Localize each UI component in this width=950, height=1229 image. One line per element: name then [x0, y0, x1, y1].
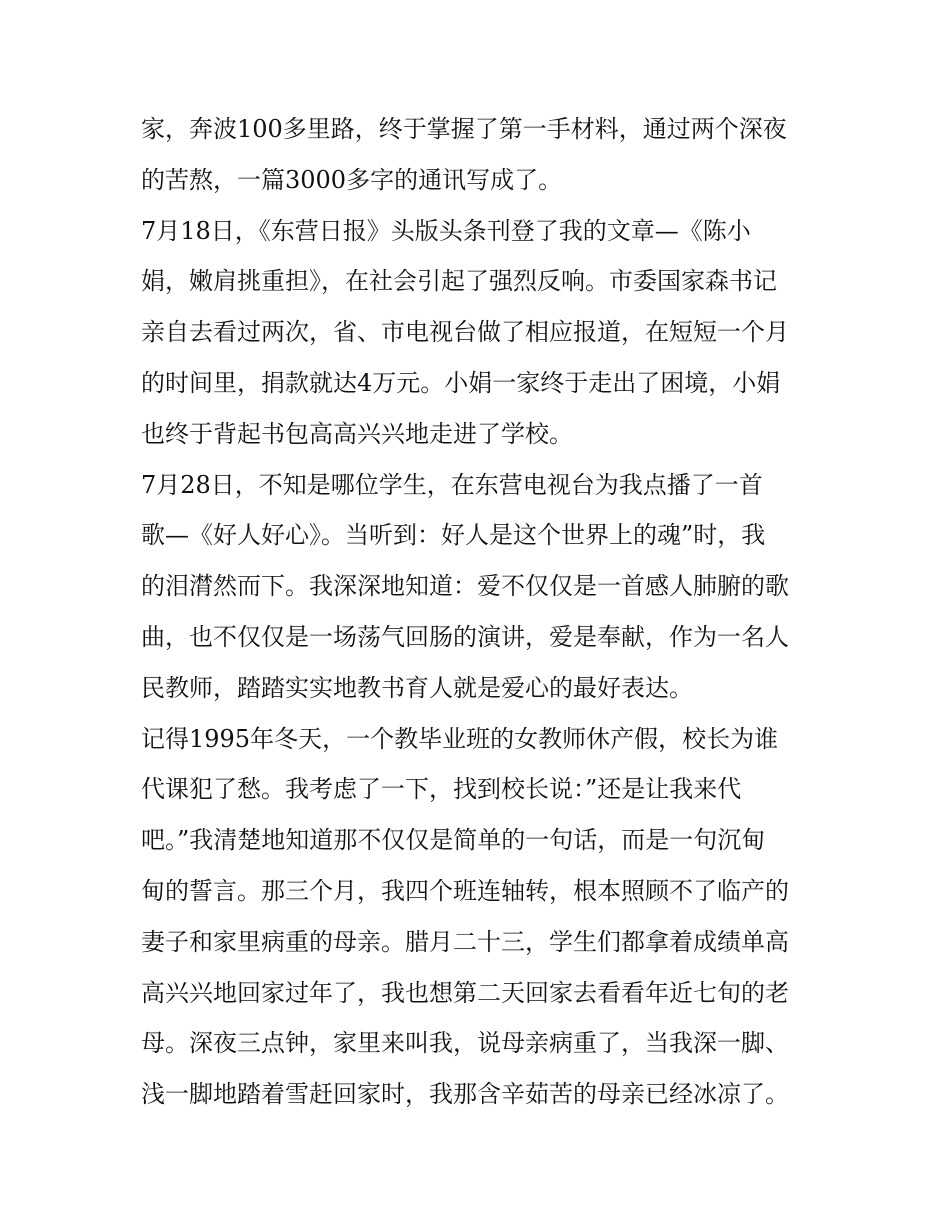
text-line: 母。深夜三点钟，家里来叫我，说母亲病重了，当我深一脚、 — [141, 1029, 789, 1058]
text-line: 7月28日，不知是哪位学生，在东营电视台为我点播了一首 — [141, 470, 763, 499]
body-text — [141, 104, 831, 1120]
text-line: 7月18日，《东营日报》头版头条刊登了我的文章—《陈小 — [141, 216, 751, 245]
text-line: 的时间里，捐款就达4万元。小娟一家终于走出了困境，小娟 — [141, 368, 781, 397]
text-line: 曲，也不仅仅是一场荡气回肠的演讲，爱是奉献，作为一名人 — [141, 622, 789, 651]
text-line: 记得1995年冬天，一个教毕业班的女教师休产假，校长为谁 — [141, 724, 779, 753]
text-line: 家，奔波100多里路，终于掌握了第一手材料，通过两个深夜 — [141, 115, 787, 143]
text-line: 也终于背起书包高高兴兴地走进了学校。 — [141, 419, 573, 448]
text-line: 妻子和家里病重的母亲。腊月二十三，学生们都拿着成绩单高 — [141, 927, 789, 956]
text-line: 代课犯了愁。我考虑了一下，找到校长说：”还是让我来代 — [141, 775, 742, 804]
text-line: 歌—《好人好心》。当听到：好人是这个世界上的魂”时，我 — [141, 521, 766, 550]
text-line: 民教师，踏踏实实地教书育人就是爱心的最好表达。 — [141, 673, 693, 702]
text-line: 浅一脚地踏着雪赶回家时，我那含辛茹苦的母亲已经冰凉了。 — [141, 1080, 789, 1109]
text-line: 高兴兴地回家过年了，我也想第二天回家去看看年近七旬的老 — [141, 978, 789, 1007]
text-line: 亲自去看过两次，省、市电视台做了相应报道，在短短一个月 — [141, 318, 789, 347]
text-line: 的苦熬，一篇3000多字的通讯写成了。 — [141, 165, 563, 194]
text-line: 娟，嫩肩挑重担》，在社会引起了强烈反响。市委国家森书记 — [141, 267, 777, 296]
text-line: 甸的誓言。那三个月，我四个班连轴转，根本照顾不了临产的 — [141, 876, 789, 905]
text-line: 的泪潸然而下。我深深地知道：爱不仅仅是一首感人肺腑的歌 — [141, 572, 789, 601]
text-line: 吧。”我清楚地知道那不仅仅是简单的一句话，而是一句沉甸 — [141, 826, 766, 855]
